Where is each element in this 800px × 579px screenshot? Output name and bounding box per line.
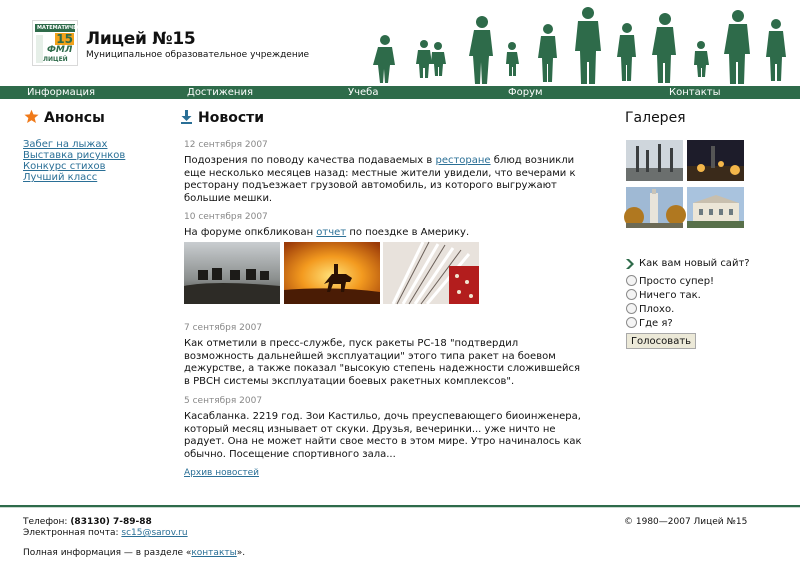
site-subtitle: Муниципальное образовательное учреждение <box>86 50 310 60</box>
people-silhouettes-illustration <box>368 2 798 86</box>
radio-button[interactable] <box>626 317 637 328</box>
news-text: Как отметили в пресс-службе, пуск ракеты РС-18 "подтвердил возможность дальнейшей эксплуатации" этого типа ракет на боевом дежурстве, а также показал "высокую степень надежности сложившейся в РВСН системы эксплуатации боевых ракетных комплексов". <box>184 338 581 387</box>
logo-side <box>36 35 43 63</box>
announcement-link[interactable]: Лучший класс <box>23 172 98 183</box>
restaurant-link[interactable]: ресторане <box>435 155 491 166</box>
logo-top-text: МАТЕМАТИЧЕСКИЙ <box>37 25 93 31</box>
poll-question: Как вам новый сайт? <box>639 258 750 269</box>
vote-button[interactable]: Голосовать <box>626 333 696 349</box>
news-text-part: Подозрения по поводу качества подаваемых в <box>184 155 436 166</box>
email-link[interactable]: sc15@sarov.ru <box>121 528 188 538</box>
gallery-thumb-building[interactable] <box>687 187 744 228</box>
footer-copyright: © 1980—2007 Лицей №15 <box>624 517 748 527</box>
site-title: Лицей №15 <box>86 29 196 49</box>
gallery-thumb-night-street[interactable] <box>687 140 744 181</box>
announcements-title: Анонсы <box>44 110 105 126</box>
poll-option[interactable] <box>626 317 673 330</box>
gallery-title: Галерея <box>625 110 686 126</box>
nav-item-forum[interactable]: Форум <box>508 87 543 98</box>
site-header <box>0 0 800 86</box>
footer-divider-shadow <box>0 507 800 508</box>
nav-item-information[interactable]: Информация <box>27 87 96 98</box>
report-link[interactable]: отчет <box>316 227 347 238</box>
poll-option-label: Плохо. <box>639 304 675 315</box>
nav-item-study[interactable]: Учеба <box>348 87 379 98</box>
news-item <box>184 140 584 205</box>
news-date: 10 сентября 2007 <box>184 212 268 222</box>
news-date: 12 сентября 2007 <box>184 140 268 150</box>
photo-feather-headdress[interactable] <box>383 242 479 304</box>
gallery-thumb-tower[interactable] <box>626 187 683 228</box>
email-label: Электронная почта: <box>23 528 122 538</box>
footer-info <box>23 547 245 559</box>
chevron-right-icon <box>626 259 634 269</box>
download-arrow-icon <box>181 110 192 124</box>
news-item <box>184 323 584 388</box>
news-date: 7 сентября 2007 <box>184 323 263 333</box>
logo-fm: ФМЛ <box>47 45 73 55</box>
news-text-part: блюд возникли еще несколько месяцев назад: местные жители увидели, что вечерами к ресторану подъезжает грузовой автомобиль, из которого выгружают большие мешки. <box>184 155 576 204</box>
logo-band <box>35 24 93 32</box>
lyceum-logo[interactable] <box>32 20 93 66</box>
news-text <box>184 155 584 205</box>
main-nav <box>0 86 800 99</box>
news-text <box>184 227 584 240</box>
poll-option-label: Просто супер! <box>639 276 715 287</box>
info-text: Полная информация — в разделе « <box>23 548 192 558</box>
gallery-thumb-factory[interactable] <box>626 140 683 181</box>
photo-riders[interactable] <box>184 242 280 304</box>
announcements-list <box>23 139 125 183</box>
news-photos <box>184 242 484 304</box>
poll-option[interactable] <box>626 289 701 302</box>
news-archive-link[interactable]: Архив новостей <box>184 468 259 478</box>
phone-label: Телефон: <box>23 517 71 527</box>
nav-item-contacts[interactable]: Контакты <box>669 87 721 98</box>
logo-bottom-text: ЛИЦЕЙ <box>43 56 68 63</box>
announcement-link[interactable]: Конкурс стихов <box>23 161 106 172</box>
poll-option-label: Где я? <box>639 318 673 329</box>
photo-sunset-rider[interactable] <box>284 242 380 304</box>
news-item <box>184 396 584 461</box>
news-item <box>184 212 584 240</box>
announcement-link[interactable]: Забег на лыжах <box>23 139 108 150</box>
poll-option[interactable] <box>626 303 674 316</box>
news-text-part: На форуме опкбликован <box>184 227 317 238</box>
radio-button[interactable] <box>626 289 637 300</box>
footer-email <box>23 527 188 539</box>
news-text: Касабланка. 2219 год. Зои Кастильо, дочь преуспевающего биоинженера, который месяц изнывает от скуки. Друзья, вечеринки... уже ничто не радует. Она не может найти свое место в этом мире. Утро начиналось как обычно. Посещение спортивного зала... <box>184 411 582 460</box>
logo-number: 15 <box>56 32 73 46</box>
contacts-link[interactable]: контакты <box>191 548 237 558</box>
star-icon <box>24 109 39 124</box>
news-date: 5 сентября 2007 <box>184 396 263 406</box>
news-text-part: по поездке в Америку. <box>346 227 470 238</box>
announcement-link[interactable]: Выставка рисунков <box>23 150 126 161</box>
radio-button[interactable] <box>626 303 637 314</box>
radio-button[interactable] <box>626 275 637 286</box>
nav-item-achievements[interactable]: Достижения <box>187 87 253 98</box>
poll-option[interactable] <box>626 275 714 288</box>
poll-option-label: Ничего так. <box>639 290 701 301</box>
news-title: Новости <box>198 110 265 126</box>
phone-number: (83130) 7-89-88 <box>70 517 152 527</box>
info-text-end: ». <box>236 548 246 558</box>
